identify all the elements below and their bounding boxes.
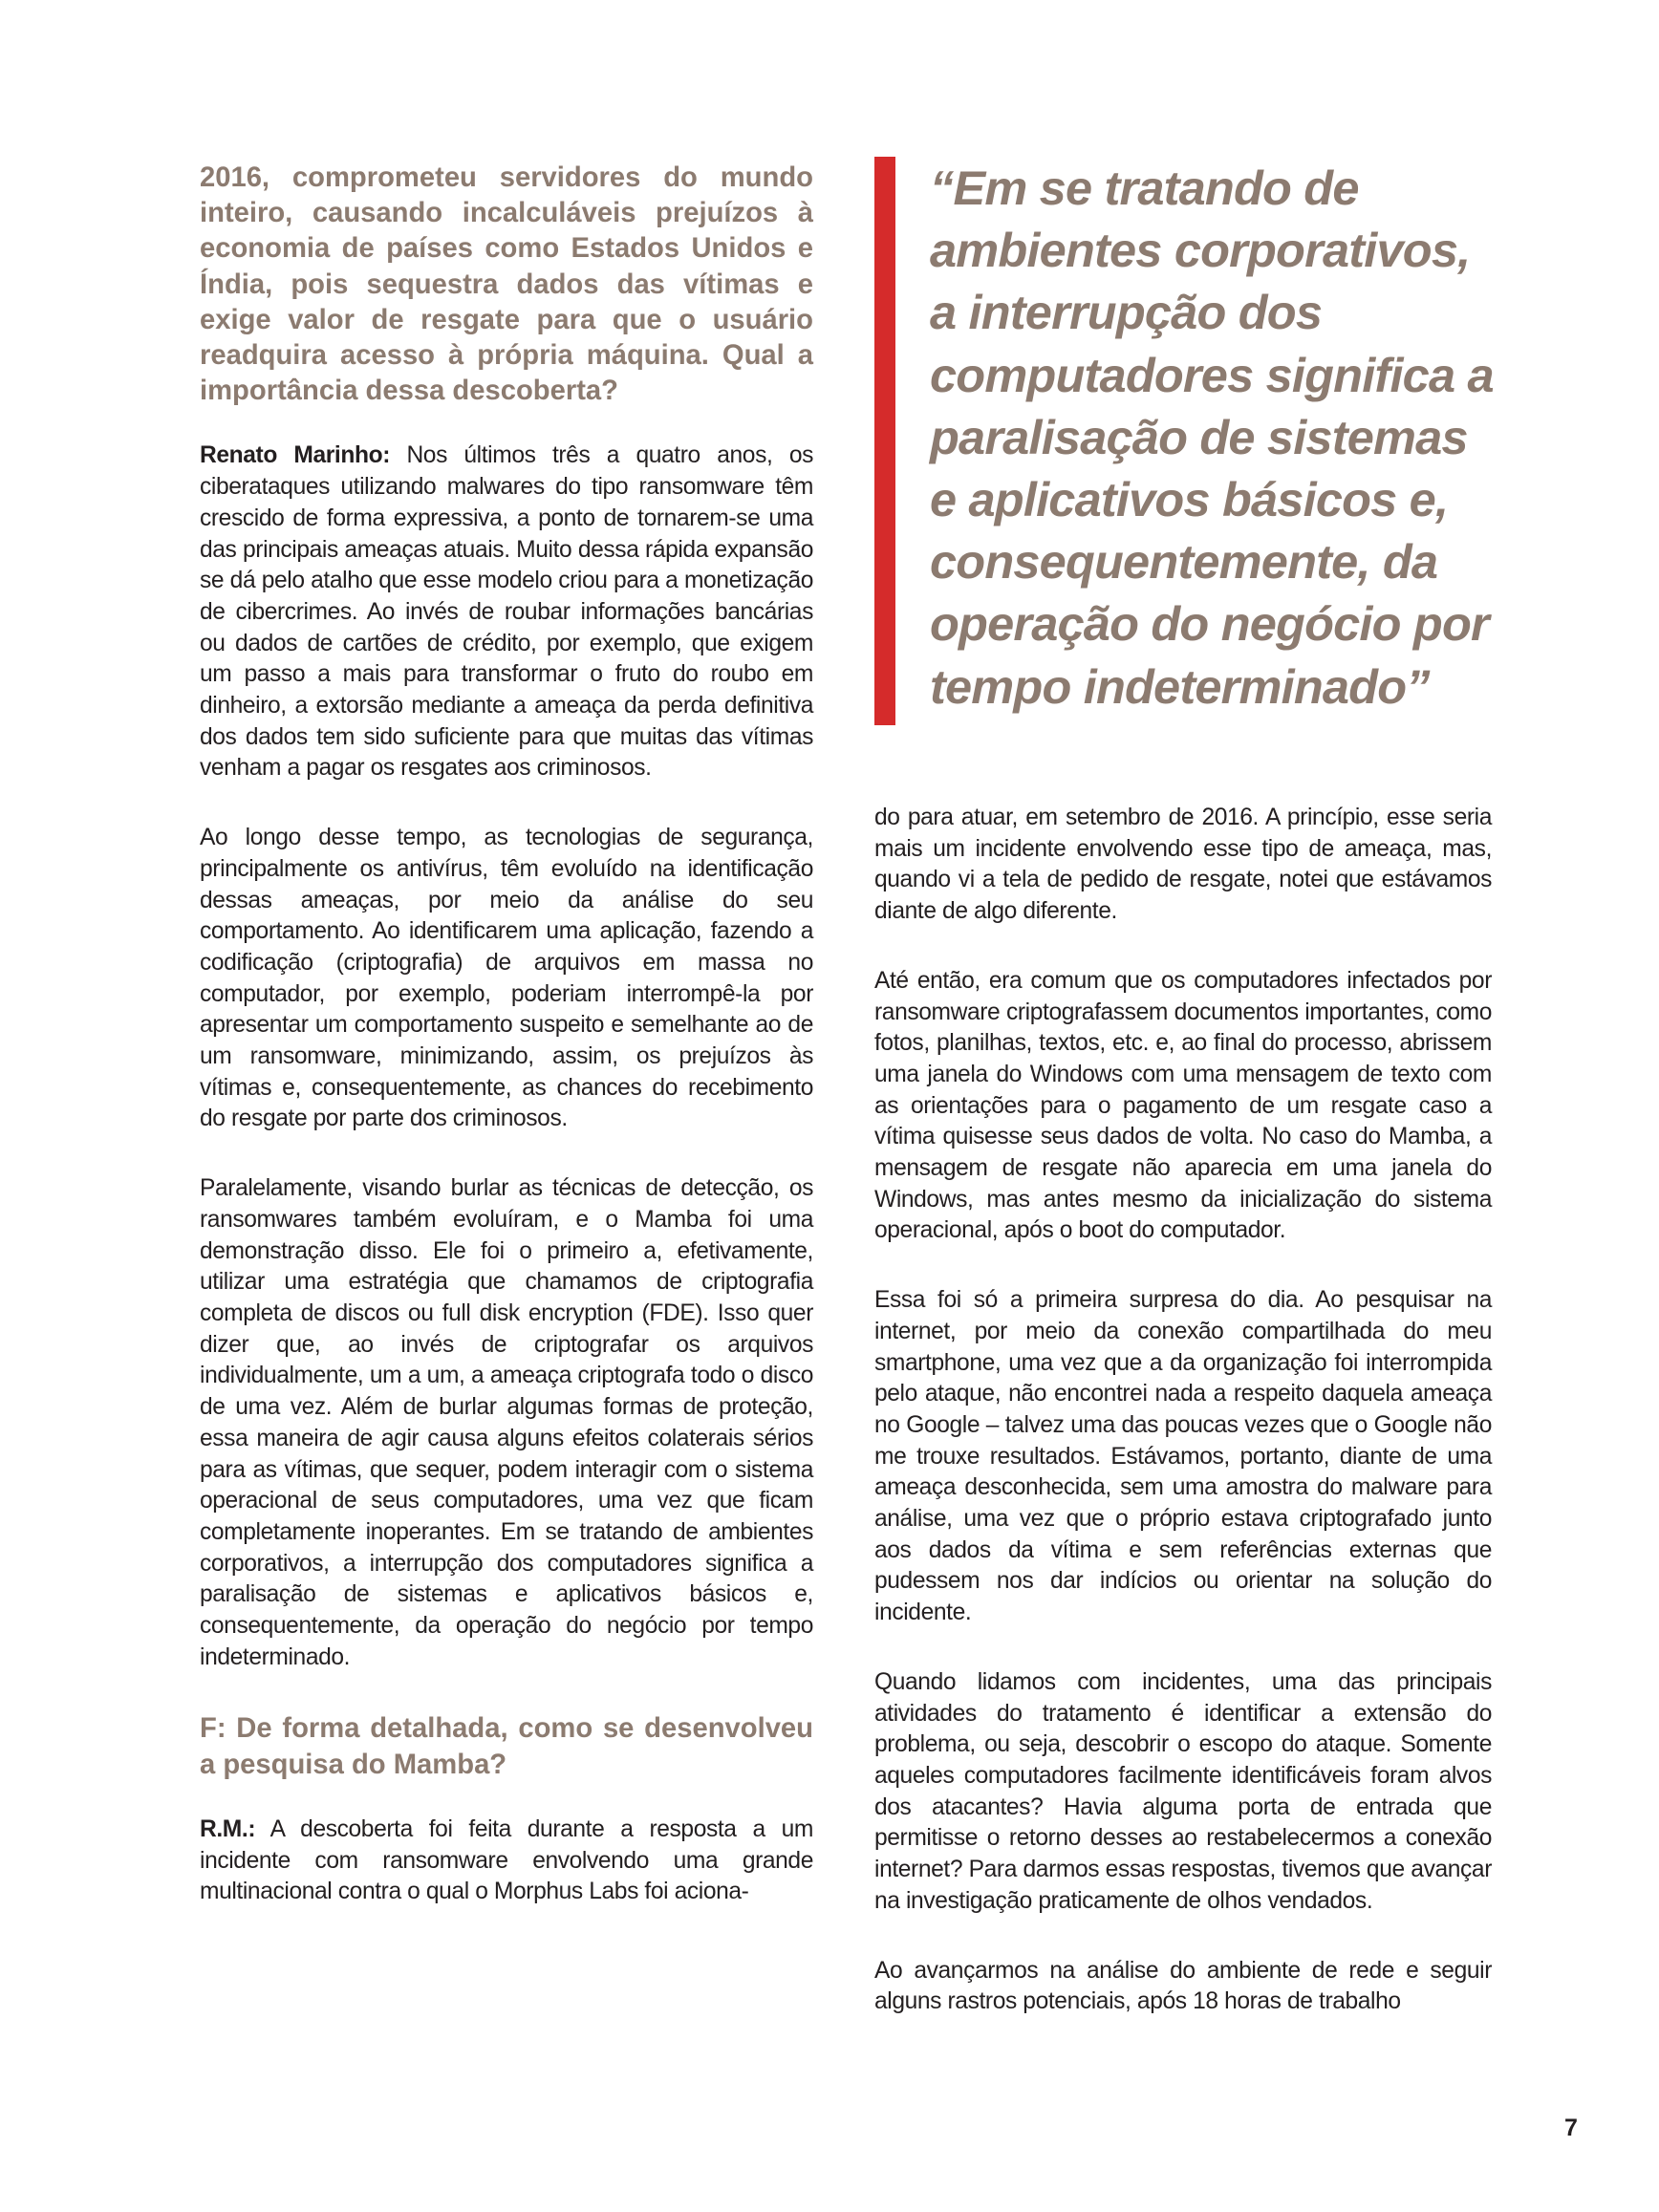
body-paragraph: Quando lidamos com incidentes, uma das principais atividades do tratamento é identificar a extensão do problema, ou seja, descobrir o escopo do ataque. Somente aqueles computadores facilmente identificáveis foram alvos dos atacantes? Havia alguma porta de entrada que permitisse o retorno desses ao restabelecermos a conexão internet? Para darmos essas respostas, tivemos que avançar na investigação praticamente de olhos vendados. (874, 1668, 1492, 1914)
right-column (874, 803, 1492, 2056)
body-paragraph: Até então, era comum que os computadores infectados por ransomware criptografassem documentos importantes, como fotos, planilhas, textos, etc. e, ao final do processo, abrissem uma janela do Windows com uma mensagem de texto com as orientações para o pagamento de um resgate caso a vítima quisesse seus dados de volta. No caso do Mamba, a mensagem de resgate não aparecia em uma janela do Windows, mas antes mesmo da inicialização do sistema operacional, após o boot do computador. (874, 967, 1492, 1244)
answer-paragraph-2 (200, 1815, 813, 1908)
body-paragraph-3: Paralelamente, visando burlar as técnicas de detecção, os ransomwares também evoluíram, e o Mamba foi uma demonstração disso. Ele foi o primeiro a, efetivamente, utilizar uma estratégia que chamamos de criptografia completa de discos ou full disk encryption (FDE). Isso quer dizer que, ao invés de criptografar os arquivos individualmente, um a um, a ameaça criptografa todo o disco de uma vez. Além de burlar algumas formas de proteção, essa maneira de agir causa alguns efeitos colaterais sérios para as vítimas, que sequer, podem interagir com o sistema operacional de seus computadores, uma vez que ficam completamente inoperantes. Em se tratando de ambientes corporativos, a interrupção dos computadores significa a paralisação de sistemas e aplicativos básicos e, consequentemente, da operação do negócio por tempo indeterminado. (200, 1175, 813, 1670)
interview-question-1: 2016, comprometeu servidores do mundo inteiro, causando incalculáveis prejuízos à economia de países como Estados Unidos e Índia, pois sequestra dados das vítimas e exige valor de resgate para que o usuário readquira acesso à própria máquina. Qual a importância dessa descoberta? (200, 162, 813, 407)
body-paragraph: do para atuar, em setembro de 2016. A princípio, esse seria mais um incidente envolvendo esse tipo de ameaça, mas, quando vi a tela de pedido de resgate, notei que estávamos diante de algo diferente. (874, 805, 1492, 925)
speaker-initials: R.M.: (200, 1815, 256, 1842)
body-paragraph: Ao avançarmos na análise do ambiente de rede e seguir alguns rastros potenciais, após 18 horas de trabalho (874, 1957, 1492, 2015)
pull-quote-text: “Em se tratando de ambientes corporativos, a interrupção dos computadores significa a paralisação de sistemas e aplicativos básicos e, consequentemente, da operação do negócio por tempo indeterminado” (930, 161, 1494, 714)
page-number: 7 (1564, 2115, 1578, 2141)
interview-question-2: F: De forma detalhada, como se desenvolveu a pesquisa do Mamba? (200, 1713, 813, 1780)
pull-quote (874, 157, 1505, 725)
left-column (200, 161, 813, 1946)
body-paragraph: Essa foi só a primeira surpresa do dia. Ao pesquisar na internet, por meio da conexão compartilhada do meu smartphone, uma vez que a da organização foi interrompida pelo ataque, não encontrei nada a respeito daquela ameaça no Google – talvez uma das poucas vezes que o Google não me trouxe resultados. Estávamos, portanto, diante de uma ameaça desconhecida, sem uma amostra do malware para análise, uma vez que o próprio estava criptografado junto aos dados da vítima e sem referências externas que pudessem nos dar indícios ou orientar na solução do incidente. (874, 1287, 1492, 1626)
answer-text: Nos últimos três a quatro anos, os ciberataques utilizando malwares do tipo ransomware têm crescido de forma expressiva, a ponto de tornarem-se uma das principais ameaças atuais. Muito dessa rápida expansão se dá pelo atalho que esse modelo criou para a monetização de cibercrimes. Ao invés de roubar informações bancárias ou dados de cartões de crédito, por exemplo, que exigem um passo a mais para transformar o fruto do roubo em dinheiro, a extorsão mediante a ameaça da perda definitiva dos dados tem sido suficiente para que muitas das vítimas venham a pagar os resgates aos criminosos. (200, 442, 814, 782)
answer-paragraph-1 (200, 440, 813, 784)
speaker-name: Renato Marinho: (200, 442, 391, 469)
body-paragraph-2: Ao longo desse tempo, as tecnologias de segurança, principalmente os antivírus, têm evoluído na identificação dessas ameaças, por meio da análise do seu comportamento. Ao identificarem uma aplicação, fazendo a codificação (criptografia) de arquivos em massa no computador, por exemplo, poderiam interrompê-la por apresentar um comportamento suspeito e semelhante ao de um ransomware, minimizando, assim, os prejuízos às vítimas e, consequentemente, as chances do recebimento do resgate por parte dos criminosos. (200, 825, 813, 1132)
answer-text: A descoberta foi feita durante a resposta a um incidente com ransomware envolvendo uma grande multinacional contra o qual o Morphus Labs foi aciona- (200, 1815, 813, 1905)
